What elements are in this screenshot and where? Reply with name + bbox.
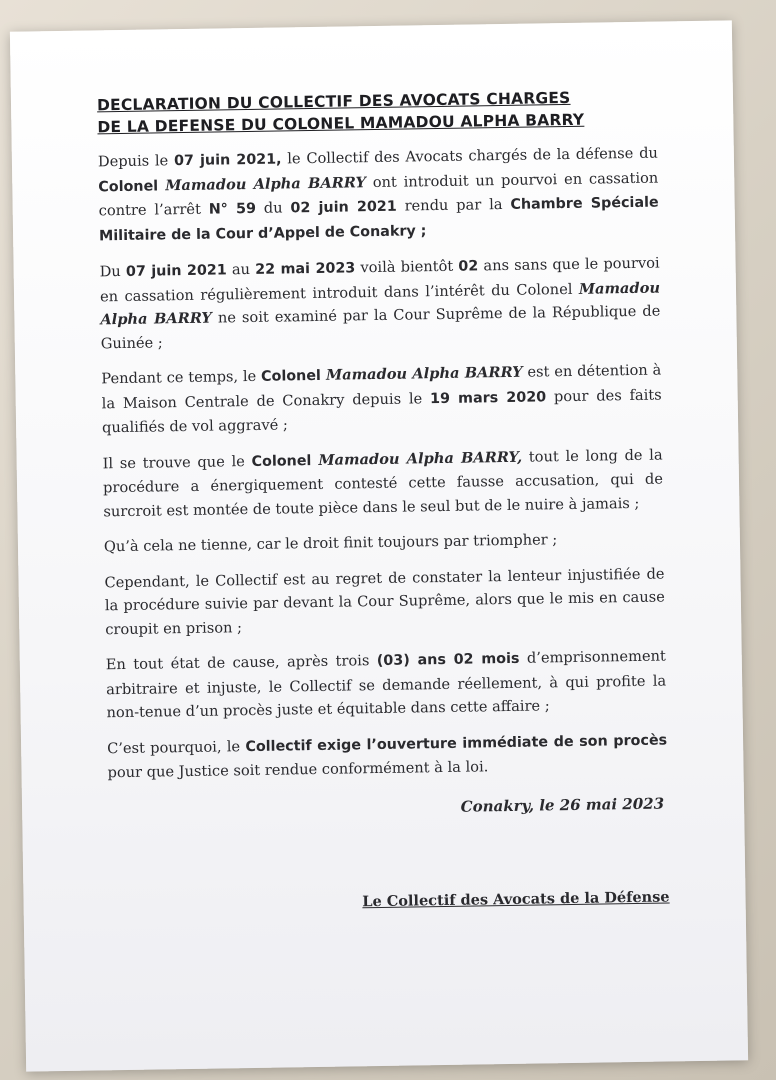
paragraph-1 (98, 142, 659, 249)
p2-bold-date-2: 22 mai 2023 (255, 260, 356, 278)
paragraph-6: Cependant, le Collectif est au regret de constater la lenteur injustifiée de la procédure suivie par devant la Cour Suprême, alors que le mis en cause croupit en prison ; (104, 565, 665, 638)
p1-bold-colonel: Colonel (98, 177, 166, 195)
p1-text-2: le Collectif des Avocats chargés de la défense du (281, 144, 658, 168)
p4-name: Mamadou Alpha BARRY, (318, 448, 523, 469)
p8-text-1: C’est pourquoi, le (107, 737, 246, 757)
p2-bold-years: 02 (458, 258, 479, 275)
p8-text-2: pour que Justice soit rendue conformément à la loi. (107, 758, 489, 782)
p2-text-4: ans sans que le pourvoi en cassation régulièrement introduit dans l’intérêt du Colonel (99, 254, 660, 305)
date-line: Conakry, le 26 mai 2023 (460, 794, 665, 816)
p1-name: Mamadou Alpha BARRY (165, 173, 367, 194)
p3-bold-colonel: Colonel (260, 367, 327, 385)
p1-bold-arret: N° 59 (208, 200, 257, 218)
p2-bold-date-1: 07 juin 2021 (125, 262, 227, 280)
p1-bold-chambre: Chambre Spéciale Militaire de la Cour d’Appel de Conakry ; (98, 194, 659, 244)
p3-text-3: pour des faits qualifiés de vol aggravé ; (101, 386, 662, 437)
p2-text-5: ne soit examiné par la Cour Suprême de la République de Guinée ; (100, 302, 661, 352)
p8-bold-demand: Collectif exige l’ouverture immédiate de son procès (245, 731, 668, 755)
paragraph-4 (102, 443, 663, 523)
p3-bold-date: 19 mars 2020 (429, 388, 547, 407)
p2-text-3: voilà bientôt (355, 257, 459, 277)
p4-text-1: Il se trouve que le (102, 452, 252, 472)
document-title (97, 86, 658, 139)
p3-name: Mamadou Alpha BARRY (325, 363, 523, 384)
paragraph-8 (107, 728, 668, 785)
p4-bold-colonel: Colonel (251, 452, 319, 470)
p2-name: Mamadou Alpha BARRY (100, 279, 661, 329)
paragraph-3 (101, 359, 662, 440)
document-content (97, 86, 670, 914)
paragraph-7 (106, 645, 667, 725)
p1-text-1: Depuis le (97, 152, 175, 171)
paragraph-2 (99, 252, 660, 356)
title-line-1: DECLARATION DU COLLECTIF DES AVOCATS CHARGES (96, 88, 571, 115)
p1-text-4: du (255, 199, 291, 217)
p1-bold-date-2: 02 juin 2021 (290, 198, 397, 217)
document-page (10, 20, 748, 1071)
p3-text-2: est en détention à la Maison Centrale de Conakry depuis le (101, 361, 662, 412)
title-line-2: DE LA DEFENSE DU COLONEL MAMADOU ALPHA BARRY (97, 110, 585, 137)
p1-text-3: ont introduit un pourvoi en cassation contre l’arrêt (98, 169, 659, 220)
paragraph-5: Qu’à cela ne tienne, car le droit finit toujours par triompher ; (103, 531, 558, 556)
p3-text-1: Pendant ce temps, le (101, 367, 262, 388)
p2-text-1: Du (99, 262, 127, 281)
p7-text-1: En tout état de cause, après trois (105, 652, 377, 674)
p1-text-5: rendu par la (396, 195, 511, 215)
p1-bold-date: 07 juin 2021, (173, 151, 282, 170)
p7-text-2: d’emprisonnement arbitraire et injuste, le Collectif se demande réellement, à qui profite la non-tenue d’un procès juste et équitable dans cette affaire ; (106, 647, 667, 722)
p2-text-2: au (226, 260, 256, 279)
p4-text-2: tout le long de la procédure a énergiquement contesté cette fausse accusation, qui de surcroit est montée de toute pièce dans le seul but de le nuire à jamais ; (102, 446, 664, 520)
signature: Le Collectif des Avocats de la Défense (362, 887, 670, 910)
p7-bold-duration: (03) ans 02 mois (376, 650, 520, 670)
